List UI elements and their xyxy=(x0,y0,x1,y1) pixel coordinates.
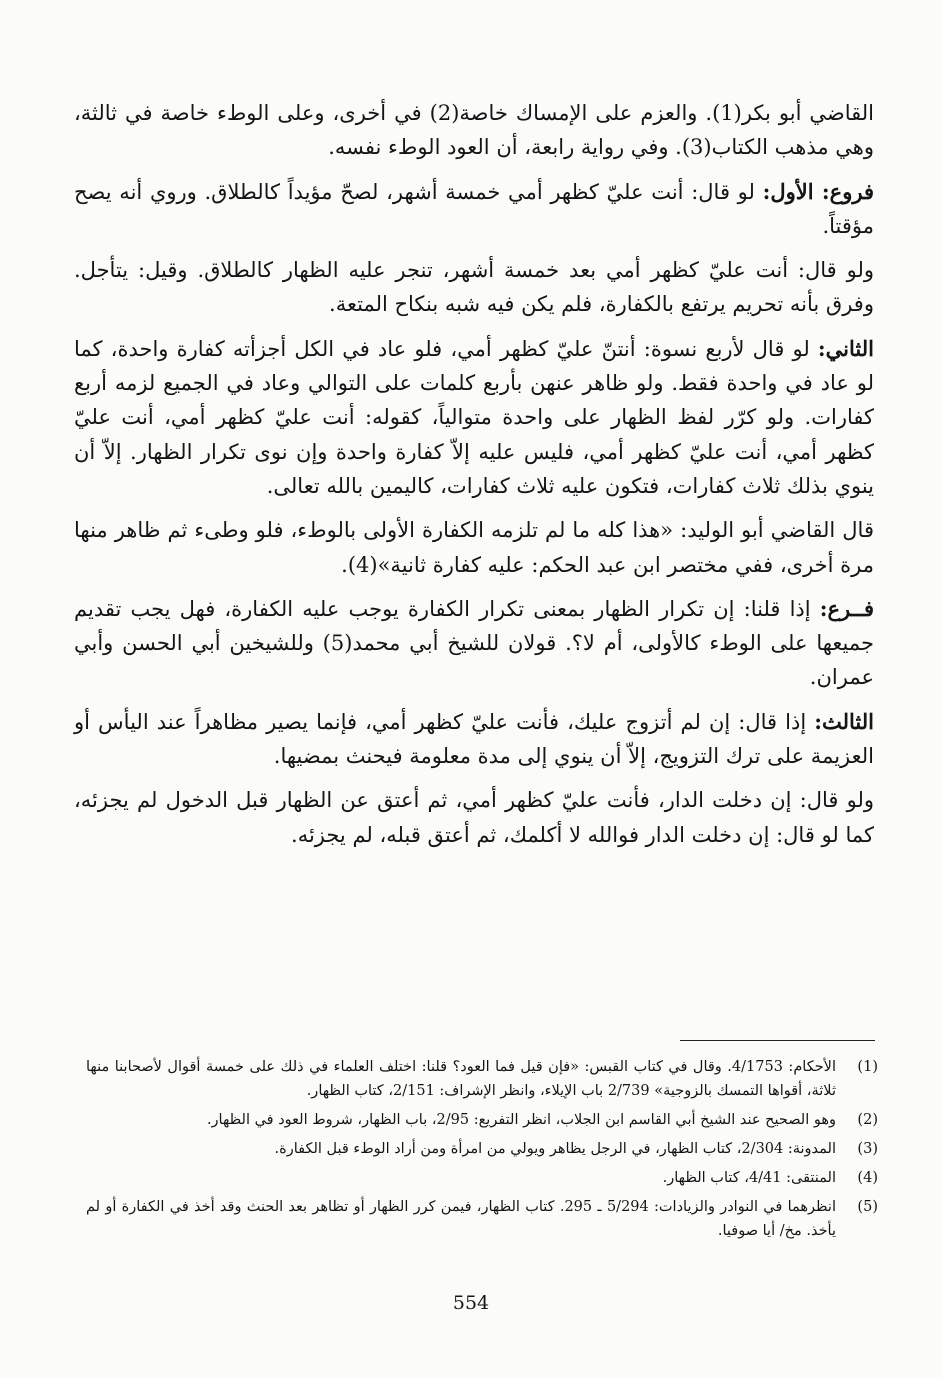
paragraph xyxy=(74,96,874,165)
paragraph-lead: فروع: الأول: xyxy=(762,178,874,204)
footnote-text: انظرهما في النوادر والزيادات: 5/294 ـ 295. كتاب الظهار، فيمن كرر الظهار أو تظاهر بعد الحنث وقد أخذ في الكفارة أو لم يأخذ. مخ/ أيا صوفيا. xyxy=(86,1199,836,1239)
paragraph-lead: فــرع: xyxy=(819,595,874,621)
footnote-number: (4) xyxy=(857,1170,878,1186)
paragraph xyxy=(74,332,874,503)
paragraph-text: إذا قلنا: إن تكرار الظهار بمعنى تكرار الكفارة يوجب عليه الكفارة، فهل يجب تقديم جميعها على الوطء كالأولى، أم لا؟. قولان للشيخ أبي محمد(5) وللشيخين أبي الحسن وأبي عمران. xyxy=(74,596,874,690)
paragraph-text: القاضي أبو بكر(1). والعزم على الإمساك خاصة(2) في أخرى، وعلى الوطء خاصة في ثالثة، وهي مذهب الكتاب(3). وفي رواية رابعة، أن العود الوطء نفسه. xyxy=(74,101,874,160)
footnote-text: وهو الصحيح عند الشيخ أبي القاسم ابن الجلاب، انظر التفريع: 2/95، باب الظهار، شروط العود في الظهار. xyxy=(206,1112,836,1128)
footnotes xyxy=(86,1055,878,1248)
paragraph-text: لو قال: أنت عليّ كظهر أمي خمسة أشهر، لصحّ مؤيداً كالطلاق. وروي أنه يصح مؤقتاً. xyxy=(74,179,874,238)
footnote xyxy=(86,1137,878,1161)
body-text xyxy=(74,96,874,862)
footnote-separator xyxy=(680,1040,875,1041)
footnote-number: (5) xyxy=(857,1199,878,1215)
footnote xyxy=(86,1108,878,1132)
footnote-text: الأحكام: 4/1753. وقال في كتاب القبس: «فإن قيل فما العود؟ قلنا: اختلف العلماء في ذلك على خمسة أقوال لأصحابنا منها ثلاثة، أقواها التمسك بالزوجية» 2/739 باب الإيلاء، وانظر الإشراف: 2/151، كتاب الظهار. xyxy=(86,1059,836,1099)
paragraph-lead: الثالث: xyxy=(814,708,874,734)
footnote-number: (2) xyxy=(857,1112,878,1128)
footnote xyxy=(86,1166,878,1190)
footnote-number: (1) xyxy=(857,1059,878,1075)
footnote-number: (3) xyxy=(857,1141,878,1157)
paragraph-text: قال القاضي أبو الوليد: «هذا كله ما لم تلزمه الكفارة الأولى بالوطء، فلو وطىء ثم ظاهر منها مرة أخرى، ففي مختصر ابن عبد الحكم: عليه كفارة ثانية»(4). xyxy=(74,518,874,577)
footnote-text: المدونة: 2/304، كتاب الظهار، في الرجل يظاهر ويولي من امرأة ومن أراد الوطء قبل الكفارة. xyxy=(274,1141,836,1157)
page-number: 554 xyxy=(452,1292,490,1314)
paragraph-lead: الثاني: xyxy=(817,335,874,361)
paragraph xyxy=(74,175,874,244)
footnote xyxy=(86,1195,878,1243)
paragraph xyxy=(74,783,874,852)
footnote xyxy=(86,1055,878,1103)
paragraph-text: ولو قال: أنت عليّ كظهر أمي بعد خمسة أشهر، تنجر عليه الظهار كالطلاق. وقيل: يتأجل. وفرق بأنه تحريم يرتفع بالكفارة، فلم يكن فيه شبه بنكاح المتعة. xyxy=(74,258,874,317)
paragraph xyxy=(74,253,874,322)
paragraph-text: لو قال لأربع نسوة: أنتنّ عليّ كظهر أمي، فلو عاد في الكل أجزأته كفارة واحدة، كما لو عاد في واحدة فقط. ولو ظاهر عنهن بأربع كلمات على التوالي وعاد في الجميع لزمه أربع كفارات. ولو كرّر لفظ الظهار على واحدة متوالياً، كقوله: أنت عليّ كظهر أمي، أنت عليّ كظهر أمي، أنت عليّ كظهر أمي، فليس عليه إلاّ كفارة واحدة وإن نوى تكرار الظهار. إلاّ أن ينوي بذلك ثلاث كفارات، فتكون عليه ثلاث كفارات، كاليمين بالله تعالى. xyxy=(74,336,874,498)
paragraph-text: ولو قال: إن دخلت الدار، فأنت عليّ كظهر أمي، ثم أعتق عن الظهار قبل الدخول لم يجزئه، كما لو قال: إن دخلت الدار فوالله لا أكلمك، ثم أعتق قبله، لم يجزئه. xyxy=(74,788,874,847)
paragraph xyxy=(74,592,874,695)
paragraph xyxy=(74,513,874,582)
footnote-text: المنتقى: 4/41، كتاب الظهار. xyxy=(662,1170,836,1186)
paragraph xyxy=(74,705,874,774)
paragraph-text: إذا قال: إن لم أتزوج عليك، فأنت عليّ كظهر أمي، فإنما يصير مظاهراً عند اليأس أو العزيمة على ترك التزويج، إلاّ أن ينوي إلى مدة معلومة فيحنث بمضيها. xyxy=(74,709,874,769)
